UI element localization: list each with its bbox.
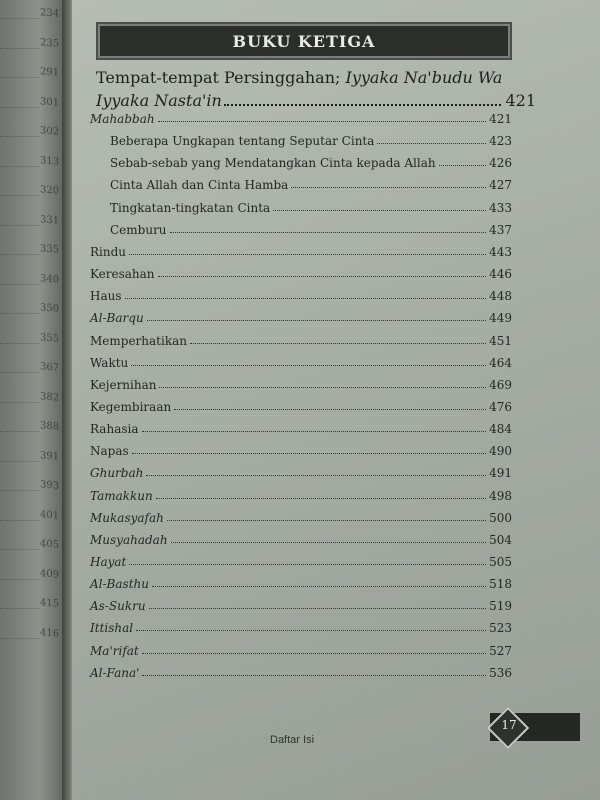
toc-entry	[90, 666, 512, 680]
toc-entry	[90, 555, 512, 569]
toc-entry-page: 518	[489, 577, 512, 592]
facing-page-number: 367	[40, 361, 60, 374]
section-title-italic-2: Iyyaka Nasta'in	[96, 91, 222, 110]
page-number: 17	[501, 718, 517, 732]
dot-leader	[0, 107, 40, 108]
facing-page-number: 234	[40, 7, 60, 20]
toc-entry	[90, 267, 512, 281]
toc-entry-label: Haus	[90, 289, 122, 304]
chapter-header-bar	[96, 22, 512, 60]
toc-entry-page: 536	[489, 665, 512, 680]
toc-entry-label: Memperhatikan	[90, 333, 187, 348]
toc-subentry	[110, 134, 512, 148]
dot-leader	[152, 586, 486, 587]
dot-leader	[0, 48, 40, 49]
dot-leader	[0, 490, 40, 491]
toc-page	[72, 0, 600, 800]
dot-leader	[190, 343, 486, 344]
dot-leader	[159, 387, 486, 388]
toc-entry-page: 498	[489, 488, 512, 503]
toc-entry-page: 464	[489, 355, 512, 370]
toc-entry	[90, 444, 512, 458]
facing-page-number: 335	[40, 243, 60, 256]
toc-entry-label: Mukasyafah	[90, 510, 164, 525]
dot-leader	[0, 608, 40, 609]
dot-leader	[0, 549, 40, 550]
toc-entry-page: 469	[489, 377, 512, 392]
toc-entry	[90, 533, 512, 547]
dot-leader	[0, 372, 40, 373]
toc-entry-page: 490	[489, 444, 512, 459]
toc-entry-page: 448	[489, 289, 512, 304]
dot-leader	[174, 409, 486, 410]
toc-entry-page: 423	[489, 134, 512, 149]
toc-entry-label: Sebab-sebab yang Mendatangkan Cinta kepada Allah	[110, 156, 436, 171]
dot-leader	[0, 195, 40, 196]
toc-entry-page: 449	[489, 311, 512, 326]
dot-leader	[149, 608, 487, 609]
toc-entry-label: Cinta Allah dan Cinta Hamba	[110, 178, 289, 193]
toc-entry-page: 519	[489, 599, 512, 614]
dot-leader	[273, 210, 486, 211]
toc-entry-label: Musyahadah	[90, 532, 168, 547]
dot-leader	[132, 453, 486, 454]
dot-leader	[0, 520, 40, 521]
facing-page-number: 382	[40, 390, 60, 404]
dot-leader	[158, 276, 487, 277]
dot-leader	[156, 498, 486, 499]
dot-leader	[142, 431, 487, 432]
toc-entry-label: Mahabbah	[90, 112, 155, 126]
facing-page-number: 391	[40, 449, 60, 463]
section-title-roman: Tempat-tempat Persinggahan;	[96, 68, 346, 87]
facing-page-number: 409	[40, 567, 60, 581]
dot-leader	[377, 143, 486, 144]
toc-entry-label: Kejernihan	[90, 377, 157, 392]
toc-entry-label: Ittishal	[90, 621, 134, 636]
toc-entry	[90, 489, 512, 503]
toc-entry	[90, 511, 512, 525]
toc-subentry	[110, 201, 512, 215]
facing-page-number: 415	[40, 597, 60, 610]
toc-entry-label: Kegembiraan	[90, 399, 172, 414]
toc-entry-label: Beberapa Ungkapan tentang Seputar Cinta	[110, 134, 375, 149]
toc-entry	[90, 577, 512, 591]
dot-leader	[224, 104, 502, 106]
toc-entry-label: As-Sukru	[90, 599, 146, 614]
dot-leader	[142, 653, 486, 654]
toc-subentry	[110, 178, 512, 192]
facing-page-number: 388	[40, 420, 60, 433]
footer-label: Daftar Isi	[270, 734, 315, 746]
toc-entry-page: 504	[489, 532, 512, 547]
toc-entry	[90, 245, 512, 259]
facing-page-number: 405	[40, 538, 60, 551]
toc-entry	[90, 112, 512, 126]
toc-entry-page: 451	[489, 333, 512, 348]
toc-entry	[90, 334, 512, 348]
toc-entry-label: Hayat	[90, 555, 127, 569]
dot-leader	[0, 638, 40, 639]
toc-entry	[90, 311, 512, 325]
facing-page-number: 401	[40, 508, 60, 522]
facing-page-number: 320	[40, 184, 60, 197]
dot-leader	[0, 254, 40, 255]
toc-entry	[90, 466, 512, 480]
toc-entry	[90, 644, 512, 658]
toc-subentry	[110, 223, 512, 237]
toc-entry-label: Tingkatan-tingkatan Cinta	[110, 200, 271, 215]
toc-entry-page: 437	[489, 222, 512, 237]
toc-entry-page: 484	[489, 422, 512, 437]
toc-entry-label: Waktu	[90, 355, 129, 370]
toc-entry-page: 443	[489, 244, 512, 259]
dot-leader	[0, 431, 40, 432]
toc-entry-page: 427	[489, 178, 512, 193]
toc-entry	[90, 422, 512, 436]
toc-entry-label: Al-Basthu	[90, 577, 149, 592]
dot-leader	[147, 320, 486, 321]
dot-leader	[170, 232, 487, 233]
facing-page-number: 350	[40, 302, 60, 315]
facing-page-number: 416	[40, 626, 60, 640]
section-heading	[96, 66, 536, 112]
dot-leader	[439, 165, 487, 166]
facing-page-number: 302	[40, 125, 60, 138]
chapter-title: BUKU KETIGA	[232, 31, 376, 51]
dot-leader	[0, 579, 40, 580]
dot-leader	[0, 284, 40, 285]
toc-entry-page: 500	[489, 510, 512, 525]
dot-leader	[167, 520, 486, 521]
toc-entry-label: Napas	[90, 444, 129, 459]
dot-leader	[146, 475, 486, 476]
toc-entry	[90, 599, 512, 613]
facing-page-number: 301	[40, 95, 60, 109]
toc-entry-label: Ghurbah	[90, 466, 144, 481]
dot-leader	[158, 121, 487, 122]
dot-leader	[291, 187, 486, 188]
section-page-number: 421	[505, 91, 536, 110]
toc-entry	[90, 621, 512, 635]
toc-subentry	[110, 156, 512, 170]
facing-page-number: 340	[40, 272, 60, 286]
dot-leader	[0, 136, 40, 137]
dot-leader	[0, 402, 40, 403]
section-title-italic-1: Iyyaka Na'budu Wa	[345, 68, 503, 87]
dot-leader	[142, 675, 486, 676]
dot-leader	[136, 630, 486, 631]
toc-entry-page: 446	[489, 267, 512, 282]
toc-entry-page: 476	[489, 399, 512, 414]
toc-entry-page: 433	[489, 200, 512, 215]
toc-entry-page: 491	[489, 466, 512, 481]
dot-leader	[0, 18, 40, 19]
dot-leader	[0, 313, 40, 314]
dot-leader	[171, 542, 487, 543]
dot-leader	[129, 564, 486, 565]
toc-entry-label: Rindu	[90, 244, 127, 259]
toc-entry-page: 421	[489, 112, 512, 126]
dot-leader	[0, 461, 40, 462]
dot-leader	[0, 343, 40, 344]
toc-entry	[90, 289, 512, 303]
facing-page-number: 291	[40, 66, 60, 79]
toc-entry-label: Cemburu	[110, 222, 167, 237]
toc-entry-page: 426	[489, 156, 512, 171]
toc-entry-page: 527	[489, 643, 512, 658]
facing-page-number: 331	[40, 213, 60, 227]
toc-entry-label: Al-Fana'	[90, 665, 140, 680]
facing-page-number: 235	[40, 36, 60, 50]
toc-entry-label: Al-Barqu	[90, 311, 144, 326]
dot-leader	[0, 166, 40, 167]
toc-entry-label: Ma'rifat	[90, 643, 139, 658]
toc-entry	[90, 400, 512, 414]
toc-entry-label: Tamakkun	[90, 488, 153, 503]
dot-leader	[0, 77, 40, 78]
toc-entry-page: 523	[489, 621, 512, 636]
dot-leader	[125, 298, 487, 299]
page-number-badge	[490, 713, 580, 741]
toc-entry-label: Keresahan	[90, 267, 155, 282]
toc-entry	[90, 356, 512, 370]
facing-page-number: 393	[40, 479, 60, 492]
facing-page-number: 313	[40, 154, 60, 168]
facing-page-edge	[0, 0, 66, 800]
dot-leader	[131, 365, 486, 366]
dot-leader	[0, 225, 40, 226]
toc-entry	[90, 378, 512, 392]
dot-leader	[129, 254, 486, 255]
facing-page-number: 355	[40, 331, 60, 345]
toc-entry-page: 505	[489, 555, 512, 569]
toc-entry-label: Rahasia	[90, 422, 139, 437]
